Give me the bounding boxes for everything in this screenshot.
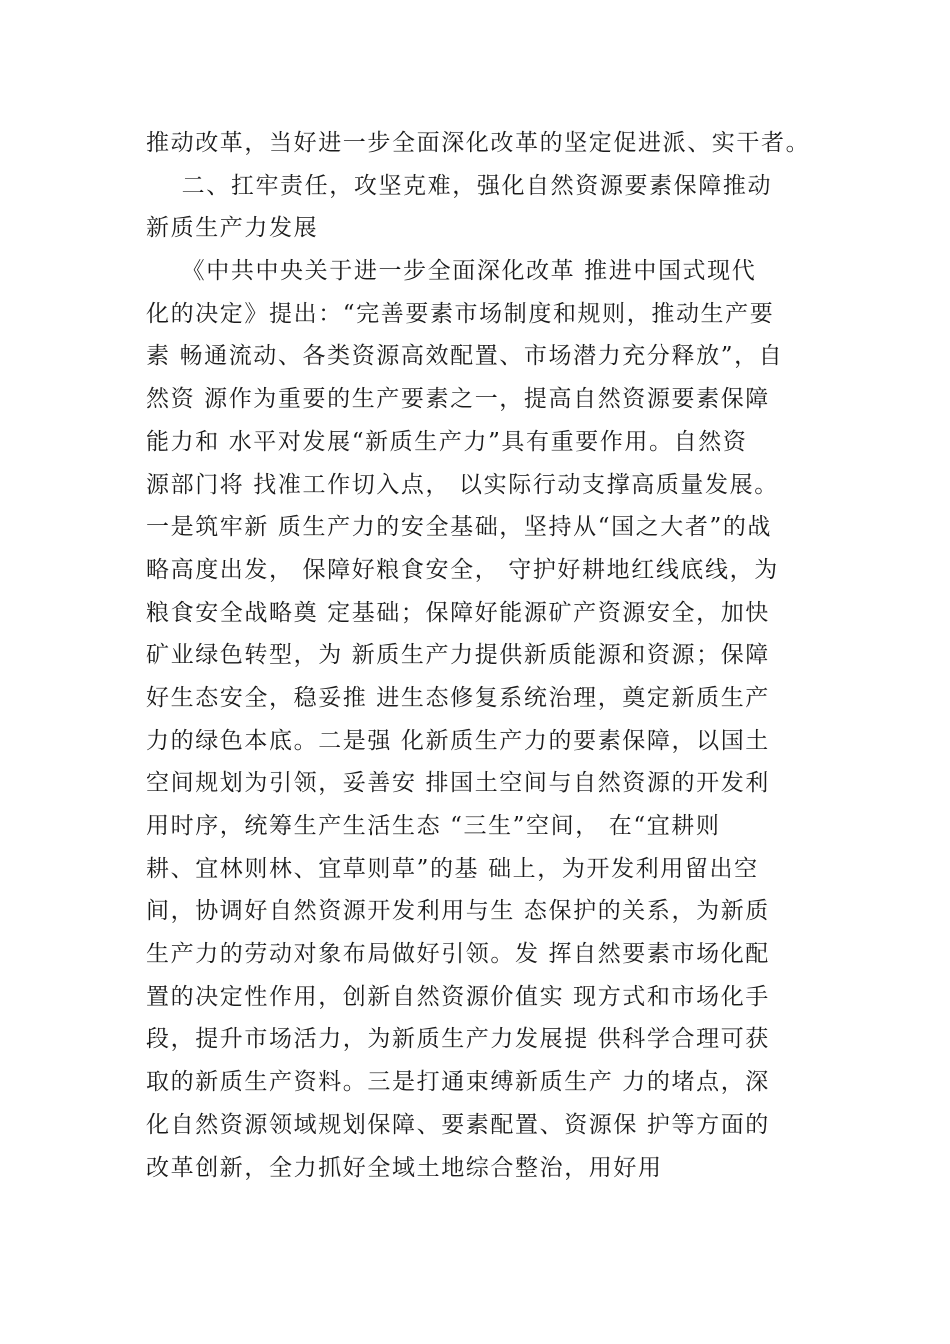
text-line: 略高度出发， 保障好粮食安全， 守护好耕地红线底线，为 [146,556,779,583]
text-line: 然资 源作为重要的生产要素之一，提高自然资源要素保障 [146,386,770,413]
text-line: 《中共中央关于进一步全面深化改革 推进中国式现代 [146,258,757,285]
text-line: 推动改革，当好进一步全面深化改革的坚定促进派、实干者。 [146,130,810,156]
text-line: 一是筑牢新 质生产力的安全基础，坚持从“国之大者”的战 [146,514,773,541]
text-line: 化自然资源领域规划保障、要素配置、资源保 护等方面的 [146,1111,770,1138]
text-line: 改革创新，全力抓好全域土地综合整治，用好用 [146,1154,663,1181]
text-line: 取的新质生产资料。三是打通束缚新质生产 力的堵点，深 [146,1069,770,1096]
body-text [146,122,810,1189]
text-line: 好生态安全，稳妥推 进生态修复系统治理，奠定新质生产 [146,684,770,711]
text-line: 能力和 水平对发展“新质生产力”具有重要作用。自然资 [146,428,748,455]
text-line: 耕、宜林则林、宜草则草”的基 础上，为开发利用留出空 [146,855,759,882]
text-line: 力的绿色本底。二是强 化新质生产力的要素保障，以国土 [146,727,770,754]
section-heading-line: 新质生产力发展 [146,215,319,242]
text-line: 生产力的劳动对象布局做好引领。发 挥自然要素市场化配 [146,941,770,968]
text-line: 置的决定性作用，创新自然资源价值实 现方式和市场化手 [146,983,770,1010]
text-line: 空间规划为引领，妥善安 排国土空间与自然资源的开发利 [146,770,770,797]
text-line: 间，协调好自然资源开发利用与生 态保护的关系，为新质 [146,898,770,925]
section-heading-line: 二、扛牢责任，攻坚克难，强化自然资源要素保障推动 [146,172,773,199]
text-line: 用时序，统筹生产生活生态 “三生”空间， 在“宜耕则 [146,813,721,839]
text-line: 化的决定》提出：“完善要素市场制度和规则，推动生产要 [146,300,775,327]
text-line: 粮食安全战略奠 定基础；保障好能源矿产资源安全，加快 [146,599,770,626]
text-line: 源部门将 找准工作切入点， 以实际行动支撑高质量发展。 [146,471,779,498]
text-line: 矿业绿色转型，为 新质生产力提供新质能源和资源；保障 [146,642,770,669]
text-line: 素 畅通流动、各类资源高效配置、市场潜力充分释放”，自 [146,343,784,370]
text-line: 段，提升市场活力，为新质生产力发展提 供科学合理可获 [146,1026,770,1053]
